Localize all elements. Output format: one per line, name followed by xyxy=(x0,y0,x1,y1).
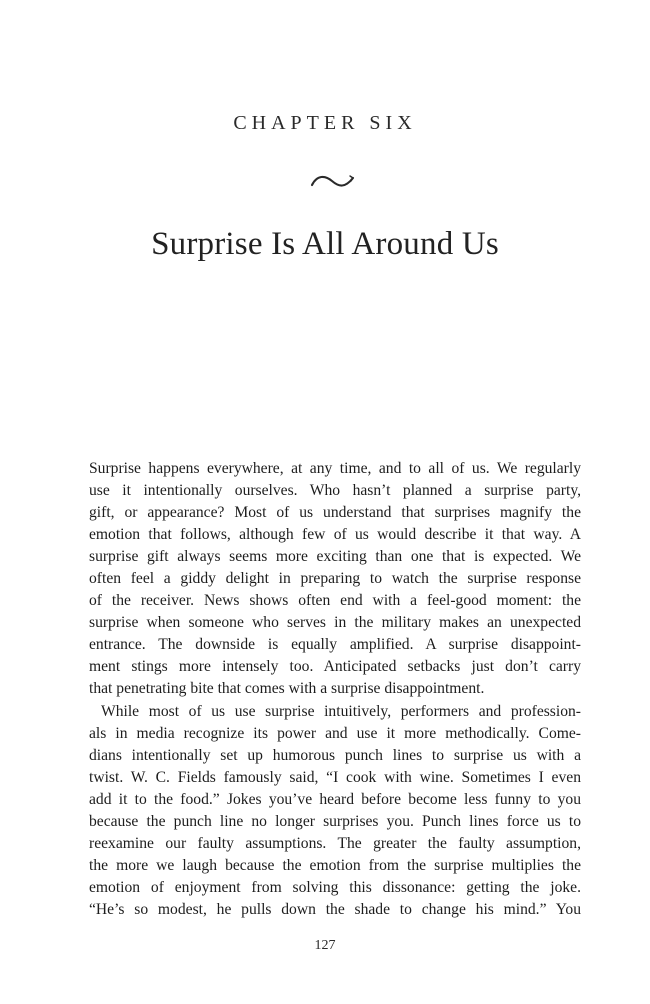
text-line: often feel a giddy delight in preparing to watch the surprise response xyxy=(89,570,581,588)
text-line: reexamine our faulty assumptions. The greater the faulty assumption, xyxy=(89,834,581,852)
text-line: use it intentionally ourselves. Who hasn’t planned a surprise party, xyxy=(89,482,581,500)
page-number: 127 xyxy=(314,938,336,953)
text-line: of the receiver. News shows often end with a feel-good moment: the xyxy=(89,592,581,610)
text-line: surprise gift always seems more exciting than one that is expected. We xyxy=(89,548,581,566)
paragraph xyxy=(89,701,581,921)
text-line: emotion of enjoyment from solving this dissonance: getting the joke. xyxy=(89,878,581,896)
text-line: surprise when someone who serves in the military makes an unexpected xyxy=(89,614,581,632)
text-line: the more we laugh because the emotion from the surprise multiplies the xyxy=(89,856,581,874)
chapter-label: CHAPTER SIX xyxy=(233,112,417,134)
text-line: because the punch line no longer surprises you. Punch lines force us to xyxy=(89,812,581,830)
text-line: add it to the food.” Jokes you’ve heard before become less funny to you xyxy=(89,790,581,808)
text-line: ment stings more intensely too. Anticipated setbacks just don’t carry xyxy=(89,658,581,676)
text-line: entrance. The downside is equally amplified. A surprise disappoint- xyxy=(89,636,581,654)
chapter-body xyxy=(89,458,581,921)
text-line: “He’s so modest, he pulls down the shade to change his mind.” You xyxy=(89,900,581,918)
paragraph xyxy=(89,458,581,701)
text-line: While most of us use surprise intuitively, performers and profession- xyxy=(101,702,581,720)
text-line: gift, or appearance? Most of us understand that surprises magnify the xyxy=(89,504,581,522)
text-line: dians intentionally set up humorous punch lines to surprise us with a xyxy=(89,746,581,764)
chapter-title: Surprise Is All Around Us xyxy=(151,226,499,262)
text-line: that penetrating bite that comes with a surprise disappointment. xyxy=(89,680,485,698)
text-line: Surprise happens everywhere, at any time, and to all of us. We regularly xyxy=(89,460,581,477)
text-line: als in media recognize its power and use it more methodically. Come- xyxy=(89,724,581,742)
text-line: emotion that follows, although few of us would describe it that way. A xyxy=(89,526,581,544)
swash-ornament-icon xyxy=(309,171,357,191)
text-line: twist. W. C. Fields famously said, “I cook with wine. Sometimes I even xyxy=(89,768,581,786)
